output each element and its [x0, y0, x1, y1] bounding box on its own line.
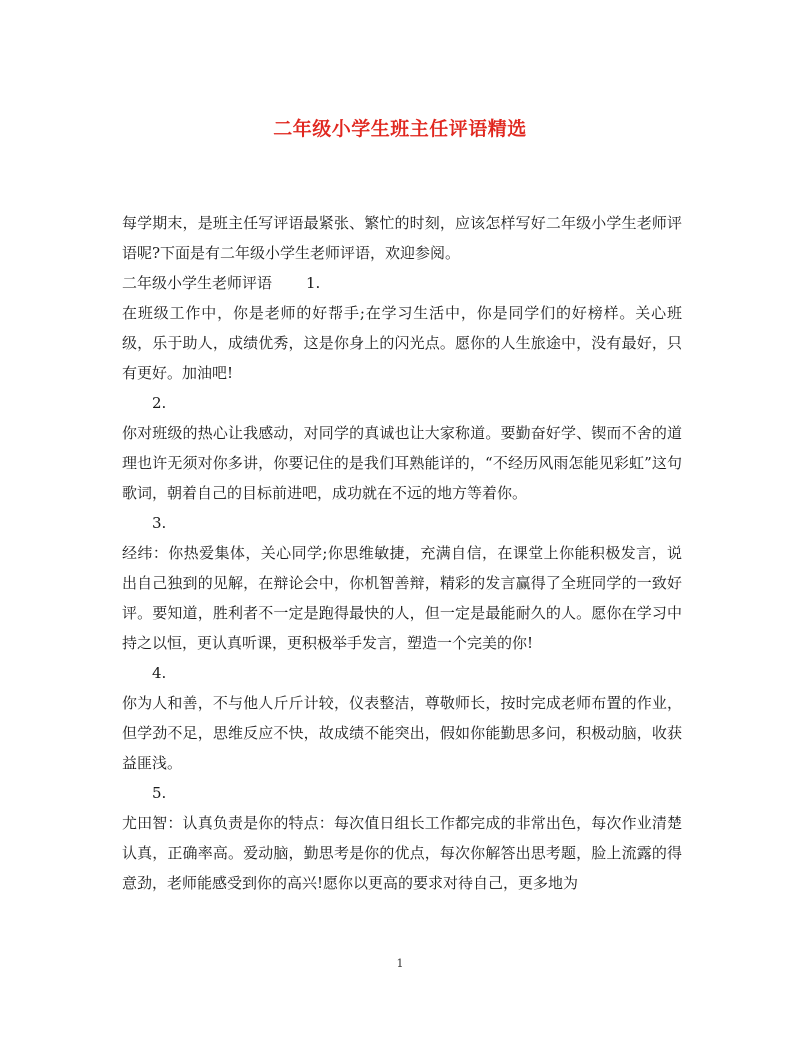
item-number-3: 3.	[152, 514, 167, 532]
item-number-5: 5.	[152, 784, 167, 802]
comment-paragraph-3: 经纬：你热爱集体，关心同学;你思维敏捷，充满自信，在课堂上你能积极发言，说出自己独到的见解，在辩论会中，你机智善辩，精彩的发言赢得了全班同学的一致好评。要知道，胜利者不一定是跑得最快的人，但一定是最能耐久的人。愿你在学习中持之以恒，更认真听课，更积极举手发言，塑造一个完美的你!	[122, 544, 682, 652]
section-heading: 二年级小学生老师评语	[122, 274, 273, 292]
section-heading-line	[122, 268, 682, 298]
item-number-4: 4.	[152, 664, 167, 682]
document-body	[122, 208, 682, 898]
page-number: 1	[396, 957, 404, 970]
document-title: 二年级小学生班主任评语精选	[273, 118, 527, 140]
comment-paragraph-5: 尤田智：认真负责是你的特点：每次值日组长工作都完成的非常出色，每次作业清楚认真，正确率高。爱动脑，勤思考是你的优点，每次你解答出思考题，脸上流露的得意劲，老师能感受到你的高兴!愿你以更高的要求对待自己，更多地为	[122, 814, 682, 892]
intro-paragraph: 每学期末，是班主任写评语最紧张、繁忙的时刻，应该怎样写好二年级小学生老师评语呢?下面是有二年级小学生老师评语，欢迎参阅。	[122, 214, 682, 262]
item-number-2: 2.	[152, 394, 167, 412]
item-number-1: 1.	[306, 274, 321, 292]
comment-paragraph-2: 你对班级的热心让我感动，对同学的真诚也让大家称道。要勤奋好学、锲而不舍的道理也许无须对你多讲，你要记住的是我们耳熟能详的，“不经历风雨怎能见彩虹”这句歌词，朝着自己的目标前进吧，成功就在不远的地方等着你。	[122, 424, 682, 502]
comment-paragraph-1: 在班级工作中，你是老师的好帮手;在学习生活中，你是同学们的好榜样。关心班级，乐于助人，成绩优秀，这是你身上的闪光点。愿你的人生旅途中，没有最好，只有更好。加油吧!	[122, 304, 682, 382]
comment-paragraph-4: 你为人和善，不与他人斤斤计较，仪表整洁，尊敬师长，按时完成老师布置的作业，但学劲不足，思维反应不快，故成绩不能突出，假如你能勤思多问，积极动脑，收获益匪浅。	[122, 694, 682, 772]
